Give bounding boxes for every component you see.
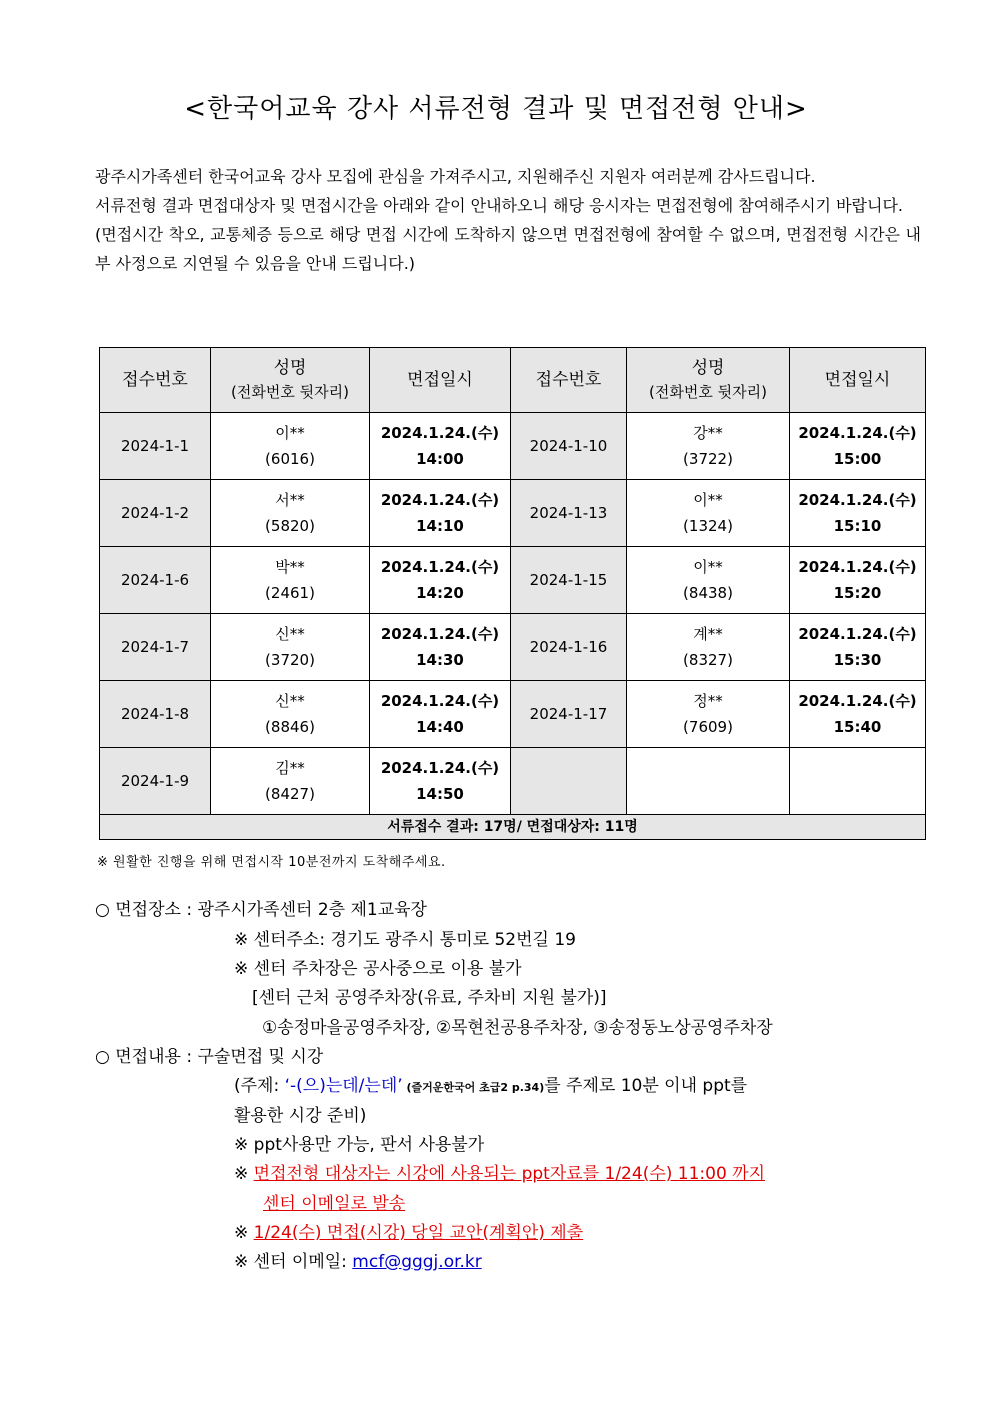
content-label: ○ 면접내용 : — [95, 1047, 198, 1067]
masked-name: 이** — [693, 558, 723, 576]
table-row — [100, 480, 926, 547]
applicant-id: 2024-1-1 — [100, 413, 211, 480]
masked-name: 김** — [275, 759, 305, 777]
applicant-id: 2024-1-6 — [100, 547, 211, 614]
interview-date: 2024.1.24.(수) — [380, 759, 500, 777]
arrival-note: ※ 원활한 진행을 위해 면접시작 10분전까지 도착해주세요. — [97, 855, 446, 870]
applicant-id: 2024-1-17 — [511, 681, 627, 748]
interview-datetime — [790, 614, 926, 681]
applicant-name — [211, 681, 370, 748]
intro-line-2: 서류전형 결과 면접대상자 및 면접시간을 아래와 같이 안내하오니 해당 응시자는 면접전형에 참여해주시기 바랍니다. — [95, 196, 904, 215]
masked-name: 신** — [275, 692, 305, 710]
interview-time: 14:50 — [416, 785, 464, 803]
phone-suffix: (5820) — [265, 517, 315, 535]
applicant-name — [627, 480, 790, 547]
topic-line-2: 활용한 시강 준비) — [234, 1106, 367, 1126]
interview-schedule-table — [99, 347, 926, 840]
phone-suffix: (8327) — [683, 651, 733, 669]
table-header-row — [100, 348, 926, 413]
interview-time: 14:20 — [416, 584, 464, 602]
header-time: 면접일시 — [790, 348, 926, 413]
table-row — [100, 547, 926, 614]
interview-date: 2024.1.24.(수) — [798, 625, 917, 643]
interview-date: 2024.1.24.(수) — [798, 491, 917, 509]
interview-date: 2024.1.24.(수) — [798, 558, 917, 576]
interview-datetime — [790, 547, 926, 614]
phone-suffix: (8846) — [265, 718, 315, 736]
interview-time: 14:10 — [416, 517, 464, 535]
applicant-name — [211, 480, 370, 547]
interview-date: 2024.1.24.(수) — [380, 625, 500, 643]
lesson-plan-note: ※ 1/24(수) 면접(시강) 당일 교안(계획안) 제출 — [234, 1223, 584, 1243]
submit-note-2: 센터 이메일로 발송 — [263, 1194, 406, 1214]
masked-name: 신** — [275, 625, 305, 643]
parking-alternative: [센터 근처 공영주차장(유료, 주차비 지원 불가)] — [252, 988, 607, 1008]
venue-address: ※ 센터주소: 경기도 광주시 통미로 52번길 19 — [234, 930, 576, 950]
phone-suffix: (8438) — [683, 584, 733, 602]
intro-text — [95, 162, 921, 278]
applicant-id: 2024-1-15 — [511, 547, 627, 614]
interview-date: 2024.1.24.(수) — [380, 558, 500, 576]
interview-time: 15:00 — [833, 450, 882, 468]
masked-name: 서** — [275, 491, 305, 509]
interview-datetime — [370, 614, 511, 681]
parking-note: ※ 센터 주차장은 공사중으로 이용 불가 — [234, 959, 522, 979]
topic-highlight: ‘-(으)는데/는데’ — [284, 1076, 403, 1096]
masked-name: 정** — [693, 692, 723, 710]
applicant-name — [211, 413, 370, 480]
intro-line-1: 광주시가족센터 한국어교육 강사 모집에 관심을 가져주시고, 지원해주신 지원자 여러분께 감사드립니다. — [95, 167, 816, 186]
interview-date: 2024.1.24.(수) — [798, 424, 917, 442]
masked-name: 박** — [275, 558, 305, 576]
masked-name: 계** — [693, 625, 723, 643]
interview-datetime — [370, 547, 511, 614]
phone-suffix: (2461) — [265, 584, 315, 602]
masked-name: 강** — [693, 424, 723, 442]
applicant-id: 2024-1-16 — [511, 614, 627, 681]
email-line: ※ 센터 이메일: mcf@gggj.or.kr — [234, 1252, 482, 1272]
applicant-id: 2024-1-13 — [511, 480, 627, 547]
table-row — [100, 614, 926, 681]
phone-suffix: (8427) — [265, 785, 315, 803]
applicant-id: 2024-1-8 — [100, 681, 211, 748]
page-title: <한국어교육 강사 서류전형 결과 및 면접전형 안내> — [184, 94, 808, 124]
masked-name: 이** — [693, 491, 723, 509]
total-summary: 서류접수 결과: 17명/ 면접대상자: 11명 — [100, 815, 926, 840]
ppt-note: ※ ppt사용만 가능, 판서 사용불가 — [234, 1135, 485, 1155]
submit-note: ※ 면접전형 대상자는 시강에 사용되는 ppt자료를 1/24(수) 11:00 까지 — [234, 1164, 766, 1184]
applicant-id — [511, 748, 627, 815]
interview-time: 14:40 — [416, 718, 464, 736]
phone-suffix: (7609) — [683, 718, 733, 736]
masked-name: 이** — [275, 424, 305, 442]
parking-list: ①송정마을공영주차장, ②목현천공용주차장, ③송정동노상공영주차장 — [262, 1018, 773, 1038]
applicant-id: 2024-1-10 — [511, 413, 627, 480]
interview-datetime — [370, 480, 511, 547]
applicant-id: 2024-1-2 — [100, 480, 211, 547]
applicant-name — [211, 614, 370, 681]
content-value: 구술면접 및 시강 — [197, 1047, 324, 1067]
interview-datetime — [370, 413, 511, 480]
interview-date: 2024.1.24.(수) — [380, 491, 500, 509]
applicant-name — [627, 748, 790, 815]
interview-datetime — [790, 480, 926, 547]
interview-time: 14:30 — [416, 651, 464, 669]
applicant-name — [627, 413, 790, 480]
interview-datetime — [790, 413, 926, 480]
interview-time: 15:40 — [833, 718, 882, 736]
phone-suffix: (3722) — [683, 450, 733, 468]
header-id: 접수번호 — [511, 348, 627, 413]
table-body — [100, 413, 926, 815]
applicant-id: 2024-1-9 — [100, 748, 211, 815]
table-row — [100, 748, 926, 815]
applicant-name — [627, 681, 790, 748]
interview-date: 2024.1.24.(수) — [380, 692, 500, 710]
applicant-name — [627, 547, 790, 614]
topic-source: (즐거운한국어 초급2 p.34) — [402, 1081, 545, 1094]
interview-time: 15:30 — [833, 651, 882, 669]
table-total-row — [100, 815, 926, 840]
interview-datetime — [790, 748, 926, 815]
applicant-name — [211, 748, 370, 815]
interview-date: 2024.1.24.(수) — [798, 692, 917, 710]
header-id: 접수번호 — [100, 348, 211, 413]
header-name: 성명 (전화번호 뒷자리) — [627, 348, 790, 413]
venue-value: 광주시가족센터 2층 제1교육장 — [197, 900, 427, 920]
phone-suffix: (1324) — [683, 517, 733, 535]
venue-line — [95, 896, 427, 926]
submit-deadline: 면접전형 대상자는 시강에 사용되는 ppt자료를 1/24(수) 11:00 까지 — [253, 1164, 766, 1184]
interview-date: 2024.1.24.(수) — [380, 424, 500, 442]
interview-datetime — [790, 681, 926, 748]
email-link[interactable]: mcf@gggj.or.kr — [352, 1252, 482, 1272]
interview-time: 14:00 — [416, 450, 464, 468]
intro-line-3: (면접시간 착오, 교통체증 등으로 해당 면접 시간에 도착하지 않으면 면접전형에 참여할 수 없으며, 면접전형 시간은 내부 사정으로 지연될 수 있음을 안내 드립니다.) — [95, 225, 921, 273]
interview-datetime — [370, 681, 511, 748]
applicant-name — [211, 547, 370, 614]
applicant-id: 2024-1-7 — [100, 614, 211, 681]
content-line — [95, 1043, 323, 1073]
header-name: 성명 (전화번호 뒷자리) — [211, 348, 370, 413]
applicant-name — [627, 614, 790, 681]
table-row — [100, 681, 926, 748]
header-time: 면접일시 — [370, 348, 511, 413]
interview-time: 15:20 — [833, 584, 882, 602]
phone-suffix: (3720) — [265, 651, 315, 669]
interview-time: 15:10 — [833, 517, 882, 535]
phone-suffix: (6016) — [265, 450, 315, 468]
venue-label: ○ 면접장소 : — [95, 900, 198, 920]
interview-datetime — [370, 748, 511, 815]
table-row — [100, 413, 926, 480]
topic-line: (주제: ‘-(으)는데/는데’ (즐거운한국어 초급2 p.34)를 주제로 10분 이내 ppt를 — [234, 1076, 748, 1096]
